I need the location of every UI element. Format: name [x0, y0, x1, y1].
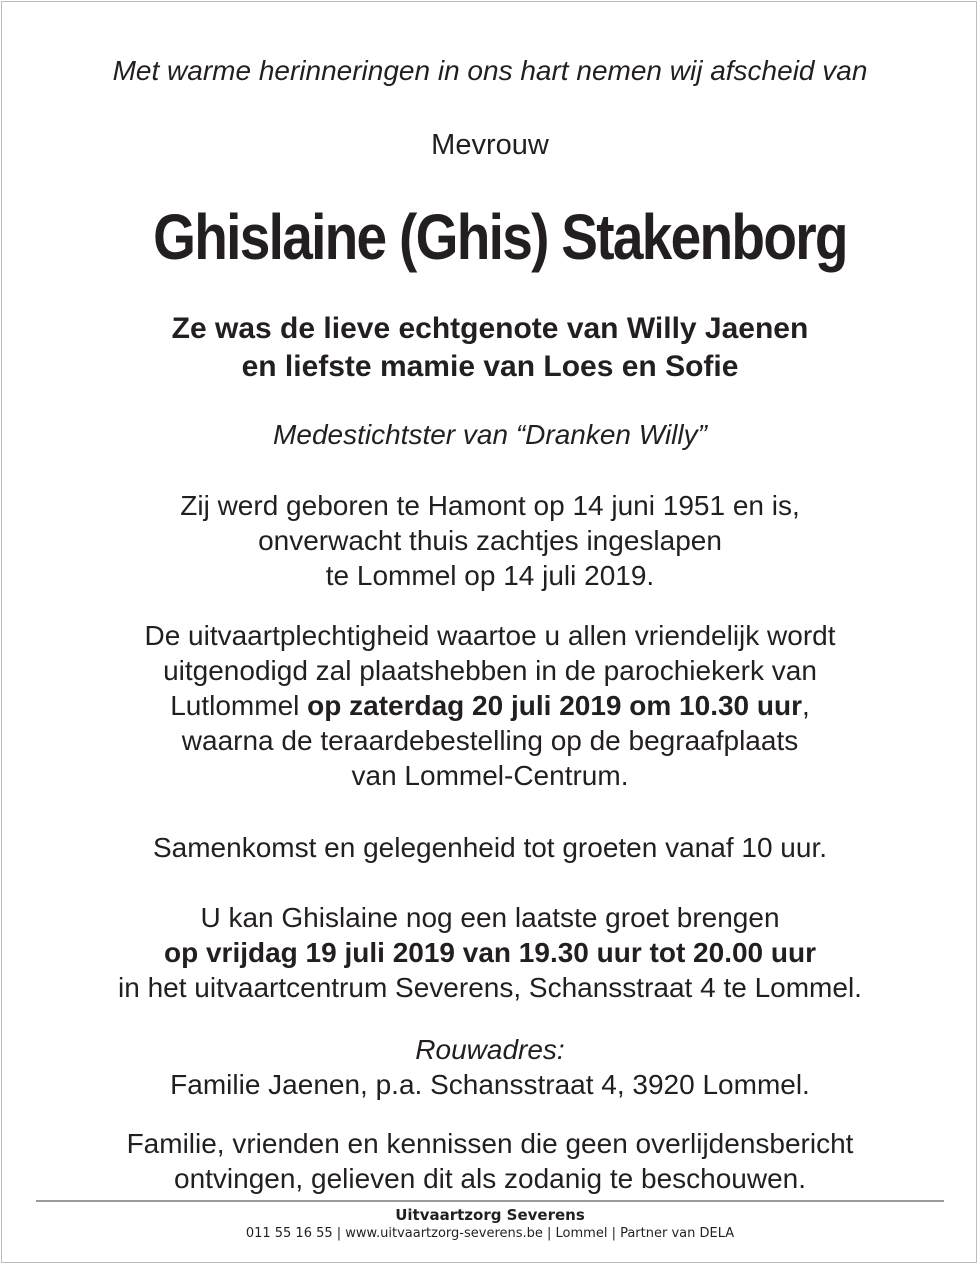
address-label: Rouwadres: [415, 1034, 565, 1065]
footer-divider [36, 1200, 944, 1202]
founder-note: Medestichtster van “Dranken Willy” [273, 419, 707, 450]
salutation: Mevrouw [431, 129, 549, 161]
visit-datetime [0, 935, 980, 970]
funeral-punctuation: , [802, 690, 810, 721]
funeral-home-contact: 011 55 16 55 | www.uitvaartzorg-severens.be | Lommel | Partner van DELA [245, 1226, 735, 1241]
funeral-line: waarna de teraardebestelling op de begraafplaats [181, 725, 799, 756]
funeral-datetime: op zaterdag 20 juli 2019 om 10.30 uur [307, 690, 802, 721]
relation-block [0, 310, 980, 386]
address-value: Familie Jaenen, p.a. Schansstraat 4, 3920 Lommel. [170, 1069, 810, 1100]
intro-text: Met warme herinneringen in ons hart nemen wij afscheid van [112, 55, 868, 86]
family-note-line: ontvingen, gelieven dit als zodanig te beschouwen. [174, 1163, 806, 1194]
birth-line: te Lommel op 14 juli 2019. [325, 560, 655, 591]
deceased-name: Ghislaine (Ghis) Stakenborg [153, 201, 847, 273]
address-block [0, 1032, 980, 1102]
funeral-line: van Lommel-Centrum. [351, 760, 629, 791]
birth-paragraph [0, 488, 980, 593]
birth-line: Zij werd geboren te Hamont op 14 juni 1951 en is, [180, 490, 800, 521]
funeral-line [0, 688, 980, 723]
visit-paragraph [0, 900, 980, 1005]
relation-line: Ze was de lieve echtgenote van Willy Jaenen [171, 312, 809, 345]
family-note-line: Familie, vrienden en kennissen die geen overlijdensbericht [126, 1128, 854, 1159]
funeral-line: De uitvaartplechtigheid waartoe u allen vriendelijk wordt [144, 620, 836, 651]
visit-datetime-text: op vrijdag 19 juli 2019 van 19.30 uur tot 20.00 uur [163, 937, 817, 968]
relation-line: en liefste mamie van Loes en Sofie [241, 350, 739, 383]
funeral-place: Lutlommel [170, 690, 308, 721]
family-note [0, 1126, 980, 1196]
visit-line: U kan Ghislaine nog een laatste groet brengen [200, 902, 780, 933]
gathering-text: Samenkomst en gelegenheid tot groeten vanaf 10 uur. [152, 832, 828, 863]
funeral-line: uitgenodigd zal plaatshebben in de parochiekerk van [163, 655, 817, 686]
funeral-home-name: Uitvaartzorg Severens [395, 1206, 585, 1224]
birth-line: onverwacht thuis zachtjes ingeslapen [258, 525, 722, 556]
visit-line: in het uitvaartcentrum Severens, Schansstraat 4 te Lommel. [118, 972, 862, 1003]
funeral-paragraph [0, 618, 980, 793]
